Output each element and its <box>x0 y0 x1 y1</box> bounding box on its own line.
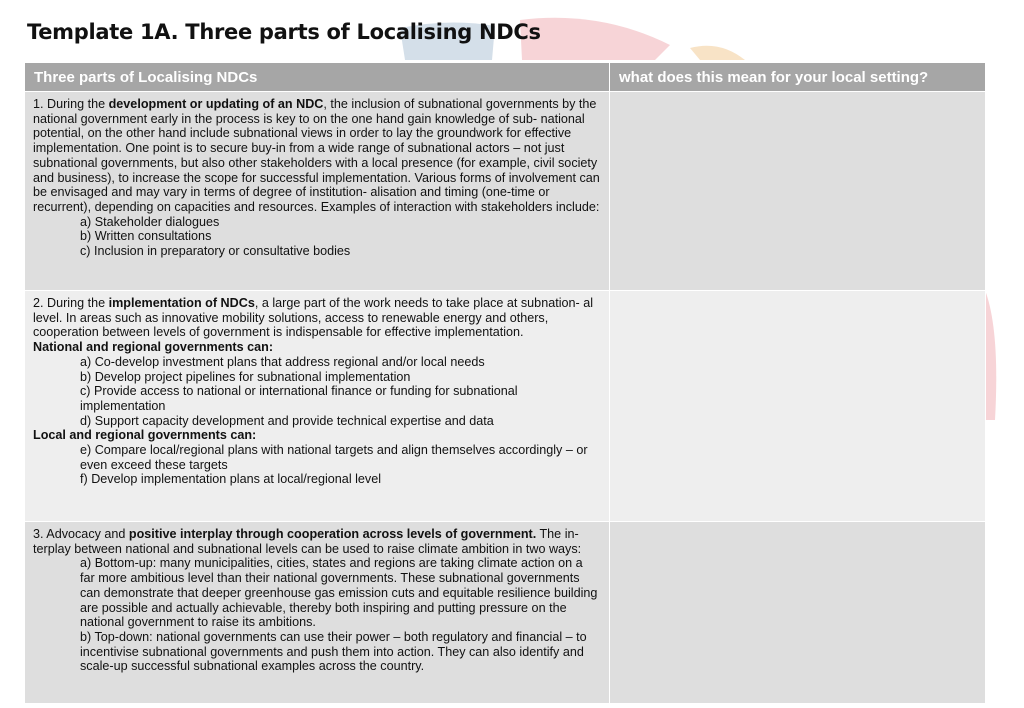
part-1-item: b) Written consultations <box>80 229 212 244</box>
national-item: c) Provide access to national or international finance or funding for subnational implementation <box>80 384 518 413</box>
part-3-pre: 3. Advocacy and <box>33 527 129 541</box>
national-heading <box>33 340 600 355</box>
part-1-pre: 1. During the <box>33 97 109 111</box>
ndc-template-table <box>24 62 986 704</box>
local-item: f) Develop implementation plans at local/regional level <box>80 472 382 487</box>
table-row <box>25 92 986 291</box>
table-row <box>25 522 986 704</box>
part-1-item: c) Inclusion in preparatory or consultative bodies <box>80 244 351 259</box>
part-3-bold: positive interplay through cooperation across levels of government. <box>128 527 537 541</box>
national-heading-text: National and regional governments can: <box>33 340 274 355</box>
page-title: Template 1A. Three parts of Localising NDCs <box>27 20 541 44</box>
table-header-row <box>25 63 986 92</box>
part-3-cell <box>25 522 610 704</box>
part-3-text <box>33 527 600 556</box>
part-1-bold: development or updating of an NDC <box>108 97 324 111</box>
part-1-post: , the inclusion of subnational governments by the national government early in the process is key to on the one hand gain knowledge of sub- national potential, on the other hand include subnational views in order to lay the groundwork for effective implementation. One point is to secure buy-in from a wide range of subnational actors – not just subnational governments, but also other stakeholders with a local presence (for example, civil society and business), to increase the scope for successful implementation. Various forms of involvement can be envisaged and may vary in terms of degree of institution- alisation and timing (one-time or recurrent), depending on capacities and resources. Examples of interaction with stakeholders include: <box>33 97 600 214</box>
part-3-item: b) Top-down: national governments can use their power – both regulatory and financial – to incentivise subnational governments and push them into action. They can also identify and scale-up successful subnational examples across the country. <box>80 629 587 674</box>
part-1-text <box>33 97 600 215</box>
national-item: d) Support capacity development and provide technical expertise and data <box>80 413 494 428</box>
local-heading-text: Local and regional governments can: <box>33 428 257 443</box>
header-three-parts: Three parts of Localising NDCs <box>25 63 610 92</box>
part-2-pre: 2. During the <box>33 296 109 310</box>
answer-cell-3[interactable] <box>610 522 986 704</box>
part-2-text <box>33 296 600 340</box>
part-3-item: a) Bottom-up: many municipalities, cities, states and regions are taking climate action on a far more ambitious level than their national governments. These subnational governments can demonstrate that deeper greenhouse gas emission cuts and equitable resilience building are possible and actually achievable, thereby both inspiring and putting pressure on the national government to raise its ambitions. <box>80 556 598 630</box>
local-heading <box>33 428 600 443</box>
local-item: e) Compare local/regional plans with national targets and align themselves accordingly – or even exceed these targets <box>80 443 588 472</box>
part-1-item: a) Stakeholder dialogues <box>80 214 220 229</box>
part-2-bold: implementation of NDCs <box>108 296 255 310</box>
answer-cell-2[interactable] <box>610 291 986 522</box>
national-item: a) Co-develop investment plans that address regional and/or local needs <box>80 354 485 369</box>
part-1-cell <box>25 92 610 291</box>
part-2-post: , a large part of the work needs to take place at subnation- al level. In areas such as innovative mobility solutions, access to renewable energy and others, cooperation between levels of government is indispensable for effective implementation. <box>33 296 593 340</box>
national-item: b) Develop project pipelines for subnational implementation <box>80 369 411 384</box>
answer-cell-1[interactable] <box>610 92 986 291</box>
table-row <box>25 291 986 522</box>
header-local-setting: what does this mean for your local setting? <box>610 63 986 92</box>
part-3-post: The in- terplay between national and subnational levels can be used to raise climate ambition in two ways: <box>33 527 582 556</box>
part-2-cell <box>25 291 610 522</box>
